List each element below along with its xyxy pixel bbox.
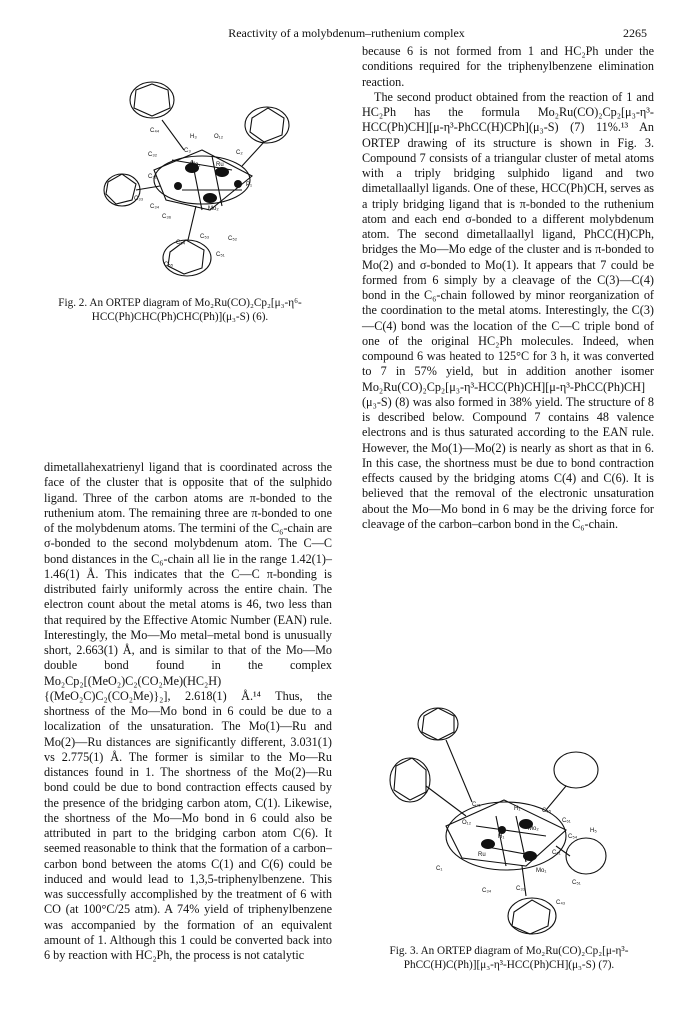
svg-text:P₁: P₁	[246, 182, 253, 188]
svg-text:C₄₃: C₄₃	[556, 900, 566, 906]
svg-text:C₅₄: C₅₄	[568, 834, 578, 840]
svg-text:C₅₅: C₅₅	[164, 262, 174, 268]
svg-text:C₆₁: C₆₁	[562, 818, 571, 824]
svg-text:H₁: H₁	[514, 806, 521, 812]
svg-text:O₁₂: O₁₂	[462, 820, 472, 826]
svg-text:C₅₂: C₅₂	[228, 236, 238, 242]
svg-text:C₄₄: C₄₄	[150, 128, 160, 134]
svg-text:Mo₁: Mo₁	[536, 868, 547, 874]
svg-text:C₃₆: C₃₆	[162, 214, 172, 220]
svg-text:O₁₂: O₁₂	[214, 134, 224, 140]
figure-3-caption: Fig. 3. An ORTEP diagram of Mo₂Ru(CO)₂Cp₂[μ-η³-PhCC(H)C(Ph)][μ₃-η³-HCC(Ph)CH](μ₃-S) (7).	[389, 945, 629, 971]
svg-text:H₁: H₁	[498, 834, 505, 840]
paragraph: The second product obtained from the reaction of 1 and HC₂Ph has the formula Mo₂Ru(CO)₂Cp₂[μ₃-η³-HCC(Ph)CH][μ-η³-PhCC(H)CPh](μ₃-S) (7) 11%.¹³ An ORTEP drawing of its structure is shown in Fig. 3. Compound 7 consists of a triangular cluster of metal atoms with a triply bridging sulphido ligand and two dimetallaallyl ligands. One of these, HCC(Ph)CH, serves as a triply bridging ligand that is π-bonded to the ruthenium atom and each end σ-bonded to a different molybdenum atom. The second dimetallaallyl ligand, PhCC(H)CPh, bridges the Mo—Mo edge of the cluster and is π-bonded to Mo(2) and σ-bonded to Mo(1). It appears that 7 could be formed from 6 simply by a cleavage of the C(3)—C(4) bond in the C₆-chain followed by minor reorganization of the coordination to the metal atoms. Interestingly, the C(3)—C(4) bond was the location of the C—C triple bond of one of the original HC₂Ph molecules. Indeed, when compound 6 was heated to 125°C for 3 h, it was converted to 7 in 57% yield, but in addition another isomer Mo₂Ru(CO)₂Cp₂[μ₃-η³-HCC(Ph)CH][μ-η³-PhCC(Ph)CH](μ₃-S) (8) was also formed in 38% yield. The structure of 8 is described below. Compound 7 contains 48 valence electrons and is thus saturated according to the EAN rule. However, the Mo(1)—Mo(2) is nearly as short as that in 6. In this case, the shortness must be due to bond contraction effects caused by the bridging atoms C(4) and C(6). It is believed that the removal of the electronic unsaturation about the Mo—Mo bond in 6 may be the driving force for cleavage of the carbon–carbon bond in the C₆-chain.	[362, 89, 654, 531]
svg-text:C₅₄: C₅₄	[176, 240, 186, 246]
svg-text:Ru: Ru	[478, 852, 486, 858]
svg-text:H₅: H₅	[590, 828, 597, 834]
right-column-text	[362, 44, 654, 532]
running-title: Reactivity of a molybdenum–ruthenium complex	[228, 26, 465, 40]
svg-text:C₅₅: C₅₅	[542, 808, 552, 814]
svg-text:C₁: C₁	[436, 866, 443, 872]
svg-text:C₃₂: C₃₂	[148, 152, 158, 158]
svg-text:C₃₄: C₃₄	[482, 888, 492, 894]
svg-text:C₆₁: C₆₁	[552, 850, 561, 856]
figure-2-caption: Fig. 2. An ORTEP diagram of Mo₂Ru(CO)₂Cp₂[μ₃-η⁶-HCC(Ph)CHC(Ph)CHC(Ph)](μ₃-S) (6).	[58, 297, 302, 323]
svg-text:C₃₁: C₃₁	[148, 174, 157, 180]
left-column-text	[44, 460, 332, 963]
svg-text:Ru: Ru	[216, 162, 224, 168]
svg-text:H₃: H₃	[190, 134, 197, 140]
svg-text:Mo₂: Mo₂	[208, 206, 219, 212]
svg-text:C₅₃: C₅₃	[200, 234, 210, 240]
svg-text:C₂₁: C₂₁	[472, 802, 481, 808]
svg-text:C₃: C₃	[184, 148, 191, 154]
paragraph: because 6 is not formed from 1 and HC₂Ph under the conditions required for the triphenylbenzene elimination reaction.	[362, 44, 654, 89]
svg-text:Mo₂: Mo₂	[528, 826, 539, 832]
svg-text:C₅₁: C₅₁	[216, 252, 225, 258]
page-number: 2265	[623, 26, 647, 40]
svg-text:C₂: C₂	[236, 150, 243, 156]
svg-text:C₃₄: C₃₄	[150, 204, 160, 210]
svg-text:C₃₃: C₃₃	[516, 886, 526, 892]
svg-text:C₅₁: C₅₁	[572, 880, 581, 886]
svg-text:Mo₁: Mo₁	[190, 162, 201, 168]
svg-text:C₃₃: C₃₃	[134, 196, 144, 202]
figure-3-ortep-diagram	[386, 706, 618, 938]
paragraph: dimetallahexatrienyl ligand that is coordinated across the face of the cluster that is opposite that of the sulphido ligand. Three of the carbon atoms are π-bonded to the ruthenium atom. The remaining three are π-bonded to one of the molybdenum atoms. The termini of the C₆-chain are σ-bonded to the second molybdenum atom. The C—C bond distances in the C₆-chain all lie in the range 1.42(1)–1.46(1) Å. This indicates that the C—C π-bonding is distributed fairly uniformly across the entire chain. The electron count about the metal atoms is 46, two less than that required by the Effective Atomic Number (EAN) rule. Interestingly, the Mo—Mo metal–metal bond is unusually short, 2.663(1) Å, and is similar to that of the Mo—Mo double bond found in the complex Mo₂Cp₂[(MeO₂)C₂(CO₂Me)(HC₂H){(MeO₂C)C₂(CO₂Me)}₂], 2.618(1) Å.¹⁴ Thus, the shortness of the Mo—Mo bond in 6 could be due to a localization of the unsaturation. The Mo(1)—Ru and Mo(2)—Ru distances are significantly different, 3.031(1) vs 2.775(1) Å. The former is similar to the Mo—Ru distances found in 1. The shortness of the Mo(2)—Ru bond could be due to bond contraction effects caused by the presence of the bridging carbon atom, C(1). Likewise, the shortness of the Mo—Mo bond in 6 could also be attributed in part to the bridging carbon atom C(6). It seemed reasonable to think that the formation of a carbon–carbon bond between the atoms C(1) and C(6) could be induced and would lead to 1,3,5-triphenylbenzene. This was successfully accomplished by the treatment of 6 with CO (at 100°C/25 atm). A 74% yield of triphenylbenzene was accompanied by the formation of an equivalent amount of 1. Although this 1 could be converted back into 6 by reaction with HC₂Ph, the process is not catalytic	[44, 460, 332, 962]
figure-2-ortep-diagram	[92, 80, 314, 290]
